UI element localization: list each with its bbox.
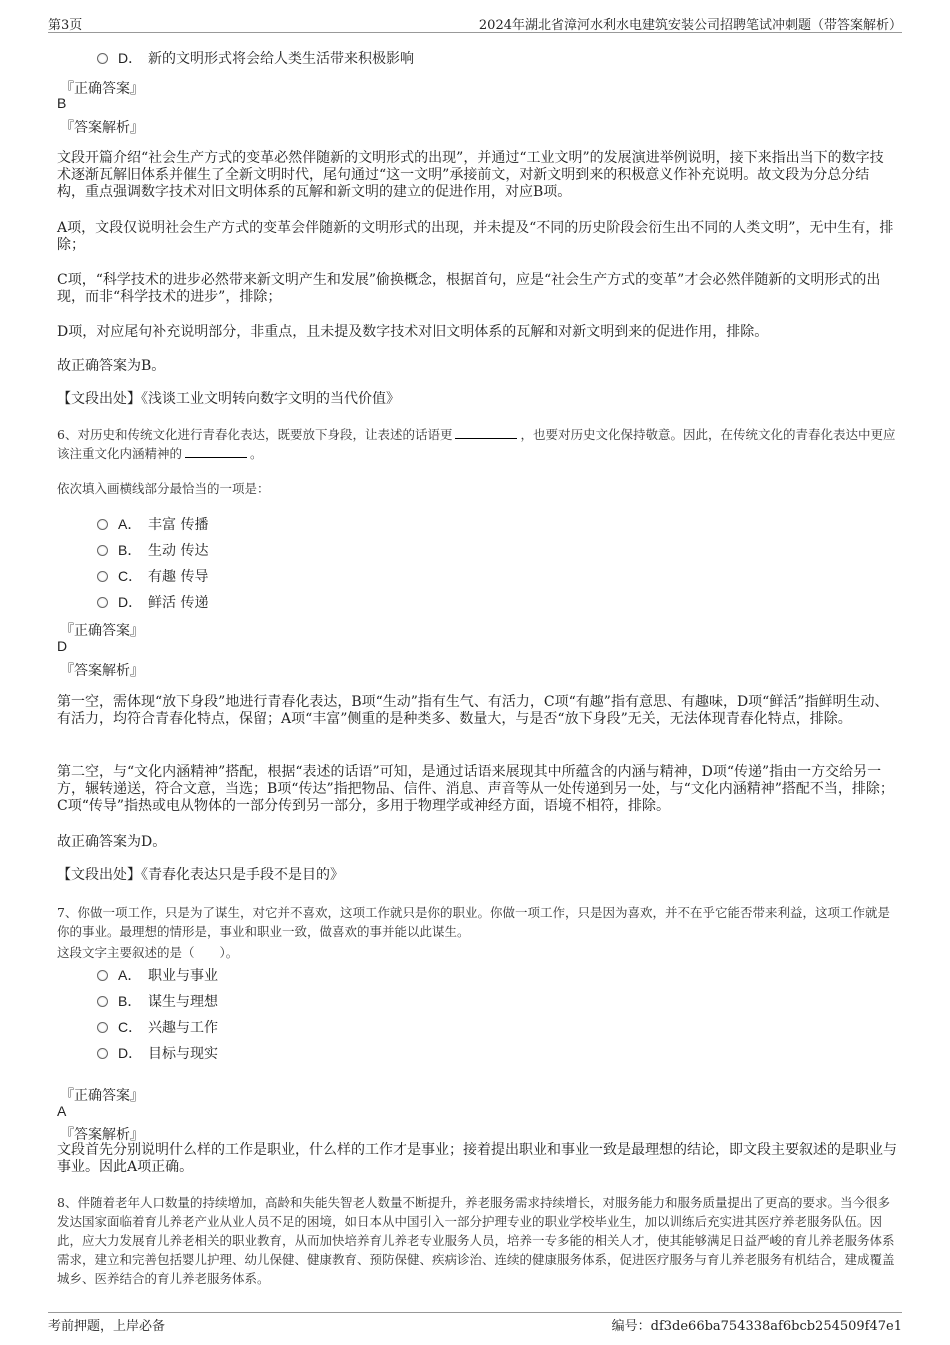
q5-answer: B [57,95,67,111]
q5-analysis-p2: A项，文段仅说明社会生产方式的变革会伴随新的文明形式的出现，并未提及“不同的历史阶段会衍生出不同的人类文明”，无中生有，排除； [57,220,894,253]
page-footer [48,1312,902,1333]
radio-icon[interactable] [97,519,108,530]
q5-conclusion: 故正确答案为B。 [57,358,166,374]
q7-answer-label: 『正确答案』 [60,1088,144,1104]
q5-answer-label: 『正确答案』 [60,81,144,97]
q8-stem: 8、伴随着老年人口数量的持续增加，高龄和失能失智老人数量不断提升，养老服务需求持续增长，对服务能力和服务质量提出了更高的要求。当今很多发达国家面临着育儿养老产业从业人员不足的困境，如日本从中国引入一部分护理专业的职业学校毕业生，加以训练后充实进其医疗养老服务队伍。因此，应大力发展育儿养老相关的职业教育，从而加快培养育儿养老专业服务人员，培养一专多能的相关人才，使其能够满足日益严峻的育儿养老服务体系需求，建立和完善包括婴儿护理、幼儿保健、健康教育、预防保健、疾病诊治、连续的健康服务体系，促进医疗服务与育儿养老服务有机结合，建成覆盖城乡、医养结合的育儿养老服务体系。 [57,1195,895,1286]
q6-option-d[interactable]: D． 鲜活 传递 [97,592,208,612]
q6-answer-label: 『正确答案』 [60,623,144,639]
q7-stem: 7、你做一项工作，只是为了谋生，对它并不喜欢，这项工作就只是你的职业。你做一项工作，只是因为喜欢，并不在乎它能否带来利益，这项工作就是你的事业。最理想的情形是，事业和职业一致，做喜欢的事并能以此谋生。 [57,905,890,939]
q5-analysis-label: 『答案解析』 [60,120,144,136]
q7-option-b[interactable]: B． 谋生与理想 [97,991,218,1011]
q7-answer: A [57,1103,67,1119]
q6-option-b[interactable]: B． 生动 传达 [97,540,208,560]
q6-option-a[interactable]: A． 丰富 传播 [97,514,208,534]
footer-slogan: 考前押题，上岸必备 [48,1319,166,1334]
q6-answer: D [57,638,68,654]
q5-analysis-p3: C项，“科学技术的进步必然带来新文明产生和发展”偷换概念，根据首句，应是“社会生产方式的变革”才会必然伴随新的文明形式的出现，而非“科学技术的进步”，排除； [57,272,881,305]
radio-icon[interactable] [97,53,108,64]
page-header [48,12,902,33]
q6-source: 【文段出处】《青春化表达只是手段不是目的》 [57,867,344,883]
q6-option-c[interactable]: C． 有趣 传导 [97,566,208,586]
q7-option-a[interactable]: A． 职业与事业 [97,965,218,985]
q7-analysis-p1: 文段首先分别说明什么样的工作是职业，什么样的工作才是事业；接着提出职业和事业一致是最理想的结论，即文段主要叙述的是职业与事业。因此A项正确。 [57,1142,897,1175]
radio-icon[interactable] [97,597,108,608]
q7-analysis-label: 『答案解析』 [60,1127,144,1143]
q5-source: 【文段出处】《浅谈工业文明转向数字文明的当代价值》 [57,391,400,407]
q6-analysis-p1: 第一空，需体现“放下身段”地进行青春化表达，B项“生动”指有生气、有活力，C项“有趣”指有意思、有趣味，D项“鲜活”指鲜明生动、有活力，均符合青春化特点，保留；A项“丰富”侧重的是种类多、数量大，与是否“放下身段”无关，无法体现青春化特点，排除。 [57,694,889,727]
q5-analysis-p4: D项，对应尾句补充说明部分，非重点，且未提及数字技术对旧文明体系的瓦解和对新文明到来的促进作用，排除。 [57,324,769,340]
page-number: 第3页 [48,18,83,33]
q7-option-c[interactable]: C． 兴趣与工作 [97,1017,218,1037]
q6-conclusion: 故正确答案为D。 [57,834,167,850]
document-title: 2024年湖北省漳河水利水电建筑安装公司招聘笔试冲刺题（带答案解析） [478,18,902,33]
radio-icon[interactable] [97,571,108,582]
q7-option-d[interactable]: D． 目标与现实 [97,1043,218,1063]
q6-analysis-label: 『答案解析』 [60,663,144,679]
document-id: 编号：df3de66ba754338af6bcb254509f47e1 [611,1319,902,1334]
q6-stem: 6、对历史和传统文化进行青春化表达，既要放下身段，让表述的话语更 ，也要对历史文化保持敬意。因此，在传统文化的青春化表达中更应该注重文化内涵精神的 。 [57,427,896,461]
q5-option-d[interactable]: D． 新的文明形式将会给人类生活带来积极影响 [97,48,414,68]
q5-analysis-p1: 文段开篇介绍“社会生产方式的变革必然伴随新的文明形式的出现”，并通过“工业文明”的发展演进举例说明，接下来指出当下的数字技术逐渐瓦解旧体系并催生了全新文明时代，尾句通过“这一文明”承接前文，对新文明到来的积极意义作补充说明。故文段为分总分结构，重点强调数字技术对旧文明体系的瓦解和新文明的建立的促进作用，对应B项。 [57,150,884,200]
radio-icon[interactable] [97,996,108,1007]
q7-question: 这段文字主要叙述的是（ ）。 [57,945,239,960]
radio-icon[interactable] [97,545,108,556]
radio-icon[interactable] [97,1022,108,1033]
q6-analysis-p2: 第二空，与“文化内涵精神”搭配，根据“表述的话语”可知，是通过话语来展现其中所蕴含的内涵与精神，D项“传递”指由一方交给另一方，辗转递送，符合文意，当选；B项“传达”指把物品、信件、消息、声音等从一处传递到另一处，与“文化内涵精神”搭配不当，排除；C项“传导”指热或电从物体的一部分传到另一部分，多用于物理学或神经方面，语境不相符，排除。 [57,764,894,814]
radio-icon[interactable] [97,1048,108,1059]
radio-icon[interactable] [97,970,108,981]
blank-1 [455,438,517,439]
q6-instruction: 依次填入画横线部分最恰当的一项是： [57,481,270,496]
blank-2 [185,457,247,458]
